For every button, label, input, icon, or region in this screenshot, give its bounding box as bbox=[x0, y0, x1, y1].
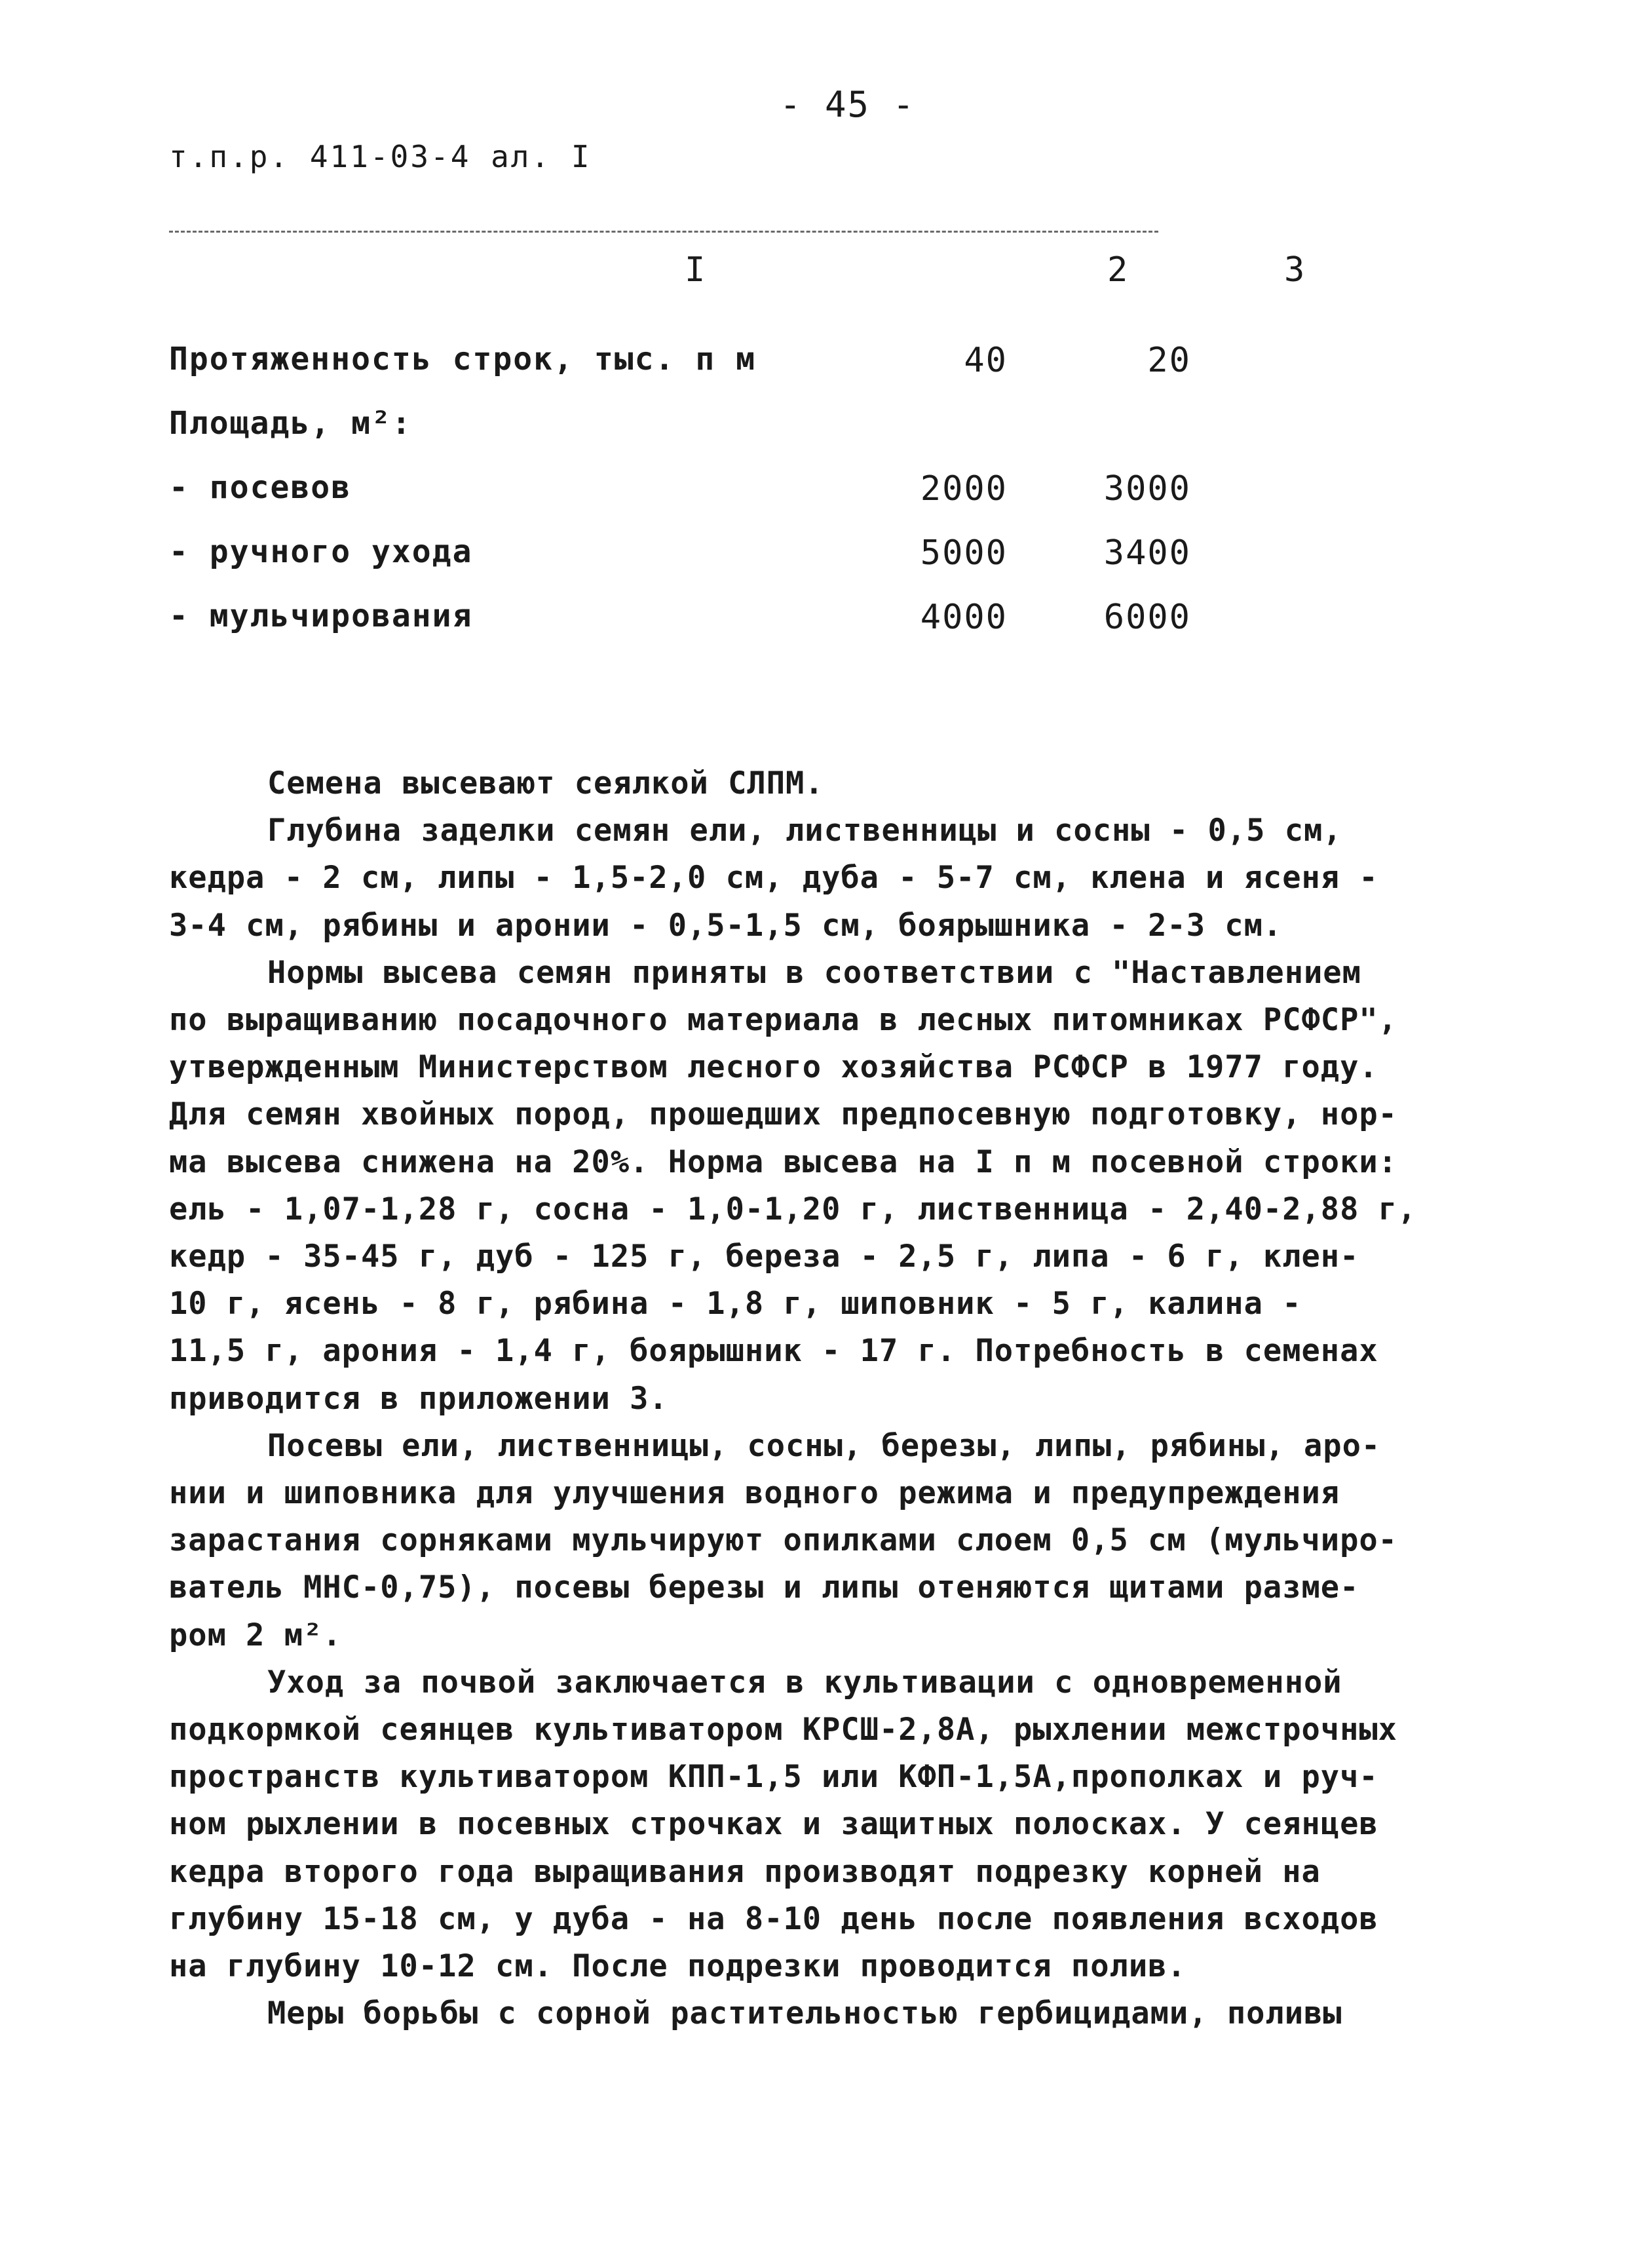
table-row bbox=[169, 469, 1348, 533]
document-code: т.п.р. 411-03-4 ал. I bbox=[169, 139, 592, 174]
row-value-col2: 40 bbox=[964, 341, 1008, 380]
paragraph-sowing-depth: Глубина заделки семян ели, лиственницы и сосны - 0,5 см, кедра - 2 см, липы - 1,5-2,0 см, дуба - 5-7 см, клена и ясеня - 3-4 см, рябины и аронии - 0,5-1,5 см, боярышника - 2-3 см. bbox=[169, 813, 1378, 944]
row-label: - мульчирования bbox=[169, 598, 473, 634]
paragraph-soil-care: Уход за почвой заключается в культивации с одновременной подкормкой сеянцев культиватором КРСШ-2,8А, рыхлении межстрочных пространств культиватором КПП-1,5 или КФП-1,5А,прополках и руч- ном рыхлении в посевных строчках и защитных полосках. У сеянцев кедра второго года выращивания производят подрезку корней на глубину 15-18 см, у дуба - на 8-10 день после появления всходов на глубину 10-12 см. После подрезки проводится полив. bbox=[169, 1664, 1397, 1985]
row-value-col3: 6000 bbox=[1103, 598, 1191, 637]
row-label: - посевов bbox=[169, 469, 352, 506]
column-header-2: 2 bbox=[1107, 250, 1128, 290]
column-header-3: 3 bbox=[1284, 250, 1305, 290]
row-value-col2: 5000 bbox=[920, 533, 1008, 573]
row-value-col3: 20 bbox=[1147, 341, 1191, 380]
paragraph-weed-control: Меры борьбы с сорной растительностью гербицидами, поливы bbox=[267, 1995, 1342, 2032]
page-number: - 45 - bbox=[780, 84, 916, 125]
body-text bbox=[169, 760, 1427, 2037]
row-label: - ручного ухода bbox=[169, 533, 473, 570]
paragraph-sowing-rates: Нормы высева семян приняты в соответствии с "Наставлением по выращиванию посадочного материала в лесных питомниках РСФСР", утвержденным Министерством лесного хозяйства РСФСР в 1977 году. Для семян хвойных пород, прошедших предпосевную подготовку, нор- ма высева снижена на 20%. Норма высева на I п м посевной строки: ель - 1,07-1,28 г, сосна - 1,0-1,20 г, лиственница - 2,40-2,88 г, кедр - 35-45 г, дуб - 125 г, береза - 2,5 г, липа - 6 г, клен- 10 г, ясень - 8 г, рябина - 1,8 г, шиповник - 5 г, калина - 11,5 г, арония - 1,4 г, боярышник - 17 г. Потребность в семенах приводится в приложении 3. bbox=[169, 954, 1417, 1417]
row-value-col2: 2000 bbox=[920, 469, 1008, 509]
table-row bbox=[169, 533, 1348, 598]
data-table bbox=[169, 341, 1348, 662]
row-value-col3: 3400 bbox=[1103, 533, 1191, 573]
paragraph-seeding-machine: Семена высевают сеялкой СЛПМ. bbox=[267, 765, 824, 801]
table-row bbox=[169, 405, 1348, 469]
paragraph-mulching: Посевы ели, лиственницы, сосны, березы, липы, рябины, аро- нии и шиповника для улучшения водного режима и предупреждения зарастания сорняками мульчируют опилками слоем 0,5 см (мульчиро- ватель МНС-0,75), посевы березы и липы отеняются щитами разме- ром 2 м². bbox=[169, 1427, 1397, 1653]
column-header-1: I bbox=[685, 250, 706, 290]
table-row bbox=[169, 598, 1348, 662]
row-label: Протяженность строк, тыс. п м bbox=[169, 341, 757, 377]
table-row bbox=[169, 341, 1348, 405]
row-value-col2: 4000 bbox=[920, 598, 1008, 637]
row-label: Площадь, м²: bbox=[169, 405, 412, 442]
row-value-col3: 3000 bbox=[1103, 469, 1191, 509]
table-top-rule bbox=[169, 231, 1158, 233]
